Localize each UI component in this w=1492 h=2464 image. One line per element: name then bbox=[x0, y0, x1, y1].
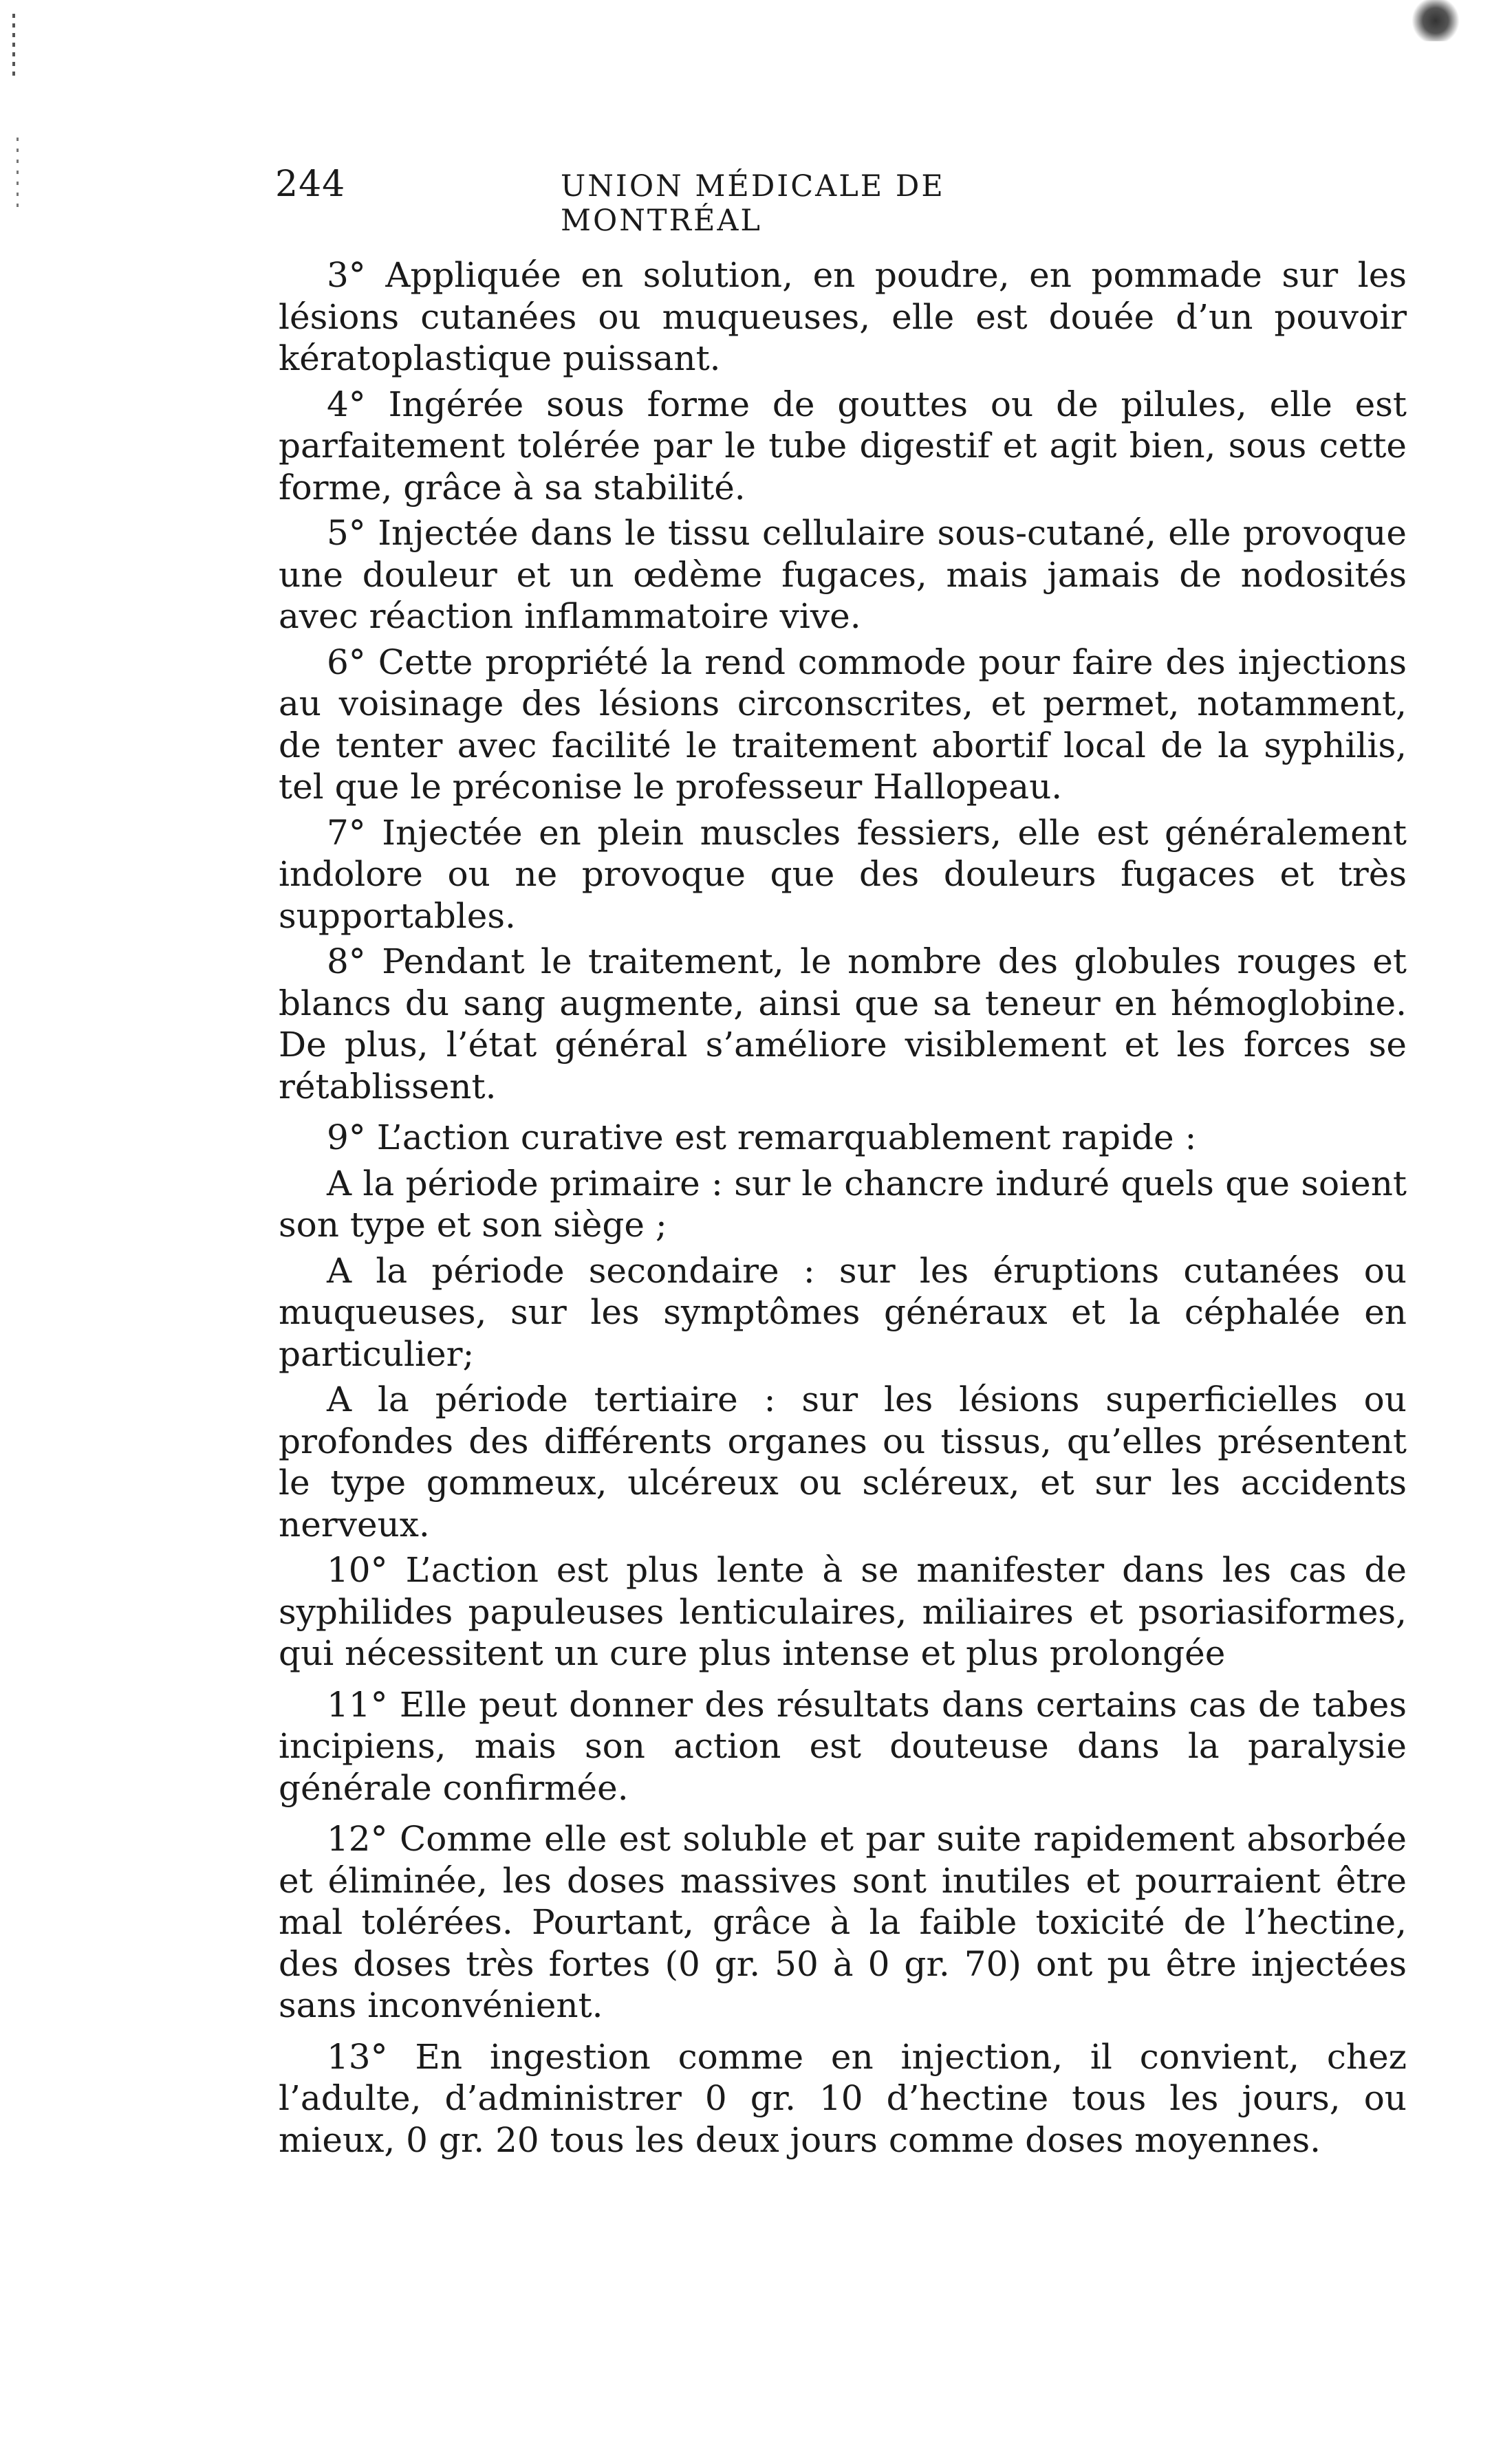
running-title: UNION MÉDICALE DE MONTRÉAL bbox=[561, 169, 945, 238]
paragraph-8: 8° Pendant le traitement, le nombre des globules rouges et blancs du sang augmente, ainsi que sa teneur en hémoglobine. De plus, l’état général s’améliore visiblement et les forces se rétablissent. bbox=[279, 941, 1407, 1106]
scan-artifact-top-right bbox=[1412, 0, 1460, 41]
scan-artifact-left-edge bbox=[17, 138, 19, 213]
body-text bbox=[279, 254, 1407, 2165]
paragraph-11: 11° Elle peut donner des résultats dans certains cas de tabes incipiens, mais son action est douteuse dans la paralysie générale confirmée. bbox=[279, 1684, 1407, 1808]
scan-artifact-top-left bbox=[12, 14, 15, 76]
paragraph-9-primary: A la période primaire : sur le chancre induré quels que soient son type et son siège ; bbox=[279, 1163, 1407, 1245]
paragraph-9-tertiary: A la période tertiaire : sur les lésions superficielles ou profondes des différents organes ou tissus, qu’elles présentent le type gommeux, ulcéreux ou scléreux, et sur les accidents nerveux. bbox=[279, 1380, 1407, 1545]
paragraph-12: 12° Comme elle est soluble et par suite rapidement absorbée et éliminée, les doses massives sont inutiles et pourraient être mal tolérées. Pourtant, grâce à la faible toxicité de l’hectine, des doses très fortes (0 gr. 50 à 0 gr. 70) ont pu être injectées sans inconvénient. bbox=[279, 1819, 1407, 2025]
paragraph-5: 5° Injectée dans le tissu cellulaire sous-cutané, elle provoque une douleur et un œdème fugaces, mais jamais de nodosités avec réaction inflammatoire vive. bbox=[279, 513, 1407, 636]
paragraph-10: 10° L’action est plus lente à se manifester dans les cas de syphilides papuleuses lenticulaires, miliaires et psoriasiformes, qui nécessitent un cure plus intense et plus prolongée bbox=[279, 1550, 1407, 1673]
page-header bbox=[268, 164, 1156, 238]
paragraph-13: 13° En ingestion comme en injection, il convient, chez l’adulte, d’administrer 0 gr. 10 d’hectine tous les jours, ou mieux, 0 gr. 20 tous les deux jours comme doses moyennes. bbox=[279, 2036, 1407, 2160]
paragraph-6: 6° Cette propriété la rend commode pour faire des injections au voisinage des lésions circonscrites, et permet, notamment, de tenter avec facilité le traitement abortif local de la syphilis, tel que le préconise le professeur Hallopeau. bbox=[279, 642, 1407, 807]
page-number: 244 bbox=[275, 164, 346, 205]
paragraph-7: 7° Injectée en plein muscles fessiers, elle est généralement indolore ou ne provoque que des douleurs fugaces et très supportables. bbox=[279, 812, 1407, 936]
paragraph-9-secondary: A la période secondaire : sur les éruptions cutanées ou muqueuses, sur les symptômes généraux et la céphalée en particulier; bbox=[279, 1250, 1407, 1374]
paragraph-4: 4° Ingérée sous forme de gouttes ou de pilules, elle est parfaitement tolérée par le tube digestif et agit bien, sous cette forme, grâce à sa stabilité. bbox=[279, 384, 1407, 508]
paragraph-3: 3° Appliquée en solution, en poudre, en pommade sur les lésions cutanées ou muqueuses, elle est douée d’un pouvoir kératoplastique puissant. bbox=[279, 255, 1407, 378]
paragraph-9: 9° L’action curative est remarquablement rapide : bbox=[327, 1117, 1197, 1157]
